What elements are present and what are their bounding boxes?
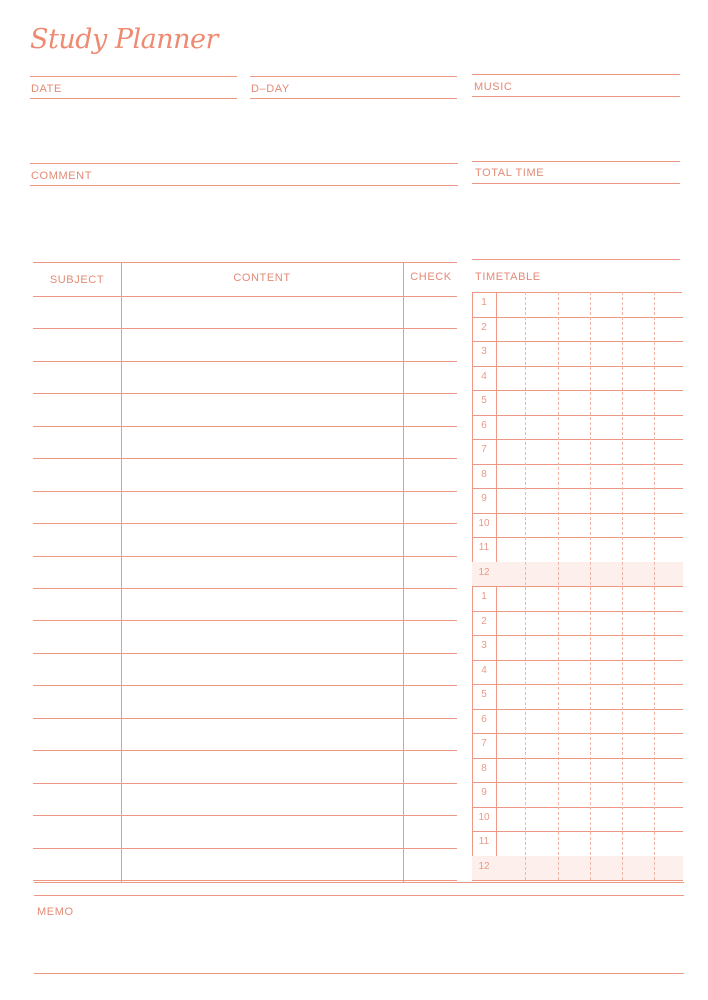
timetable-row[interactable] (472, 586, 683, 611)
table-row[interactable] (33, 491, 457, 523)
timetable-row[interactable] (472, 390, 683, 415)
music-field[interactable] (472, 96, 680, 97)
timetable-row[interactable] (472, 807, 683, 832)
timetable-hour-label: 12 (478, 566, 490, 578)
comment-label: COMMENT (31, 170, 93, 182)
table-row[interactable] (33, 750, 457, 782)
timetable-row[interactable] (472, 635, 683, 660)
page-title: Study Planner (30, 24, 218, 55)
timetable-hour-label: 1 (481, 591, 487, 603)
table-row[interactable] (33, 296, 457, 328)
table-row[interactable] (33, 426, 457, 458)
total-time-label: TOTAL TIME (475, 167, 545, 179)
timetable-row[interactable] (472, 341, 683, 366)
comment-top-rule (30, 163, 458, 164)
timetable-hour-label: 10 (478, 811, 490, 823)
timetable-row[interactable] (472, 488, 683, 513)
table-row[interactable] (33, 556, 457, 588)
timetable-minute-divider (622, 292, 623, 880)
table-row-rule (33, 880, 457, 881)
timetable-row[interactable] (472, 537, 683, 562)
table-row[interactable] (33, 718, 457, 750)
table-row[interactable] (33, 458, 457, 490)
table-top-rule (33, 262, 457, 263)
timetable-row[interactable] (472, 758, 683, 783)
subject-header: SUBJECT (49, 274, 105, 286)
table-row[interactable] (33, 588, 457, 620)
timetable-hour-label: 11 (478, 542, 490, 554)
timetable-hour-label: 10 (478, 517, 490, 529)
table-row[interactable] (33, 783, 457, 815)
timetable-row[interactable] (472, 856, 683, 881)
table-row[interactable] (33, 361, 457, 393)
timetable-row[interactable] (472, 439, 683, 464)
timetable-row[interactable] (472, 513, 683, 538)
table-row[interactable] (33, 620, 457, 652)
table-row[interactable] (33, 523, 457, 555)
music-label: MUSIC (474, 81, 513, 93)
timetable-minute-divider (590, 292, 591, 880)
timetable-row[interactable] (472, 317, 683, 342)
timetable-row[interactable] (472, 709, 683, 734)
memo-field[interactable] (34, 973, 684, 974)
timetable-top-rule (472, 259, 680, 260)
dday-field[interactable] (250, 98, 457, 99)
timetable-row[interactable] (472, 733, 683, 758)
date-label: DATE (31, 83, 62, 95)
table-row[interactable] (33, 685, 457, 717)
timetable-hour-label: 2 (481, 321, 487, 333)
timetable-hour-label: 3 (481, 346, 487, 358)
table-row[interactable] (33, 815, 457, 847)
timetable-hour-label: 1 (481, 297, 487, 309)
table-row[interactable] (33, 653, 457, 685)
timetable-hour-label: 12 (478, 860, 490, 872)
memo-second-rule (34, 895, 684, 896)
timetable-minute-divider (525, 292, 526, 880)
memo-label: MEMO (37, 906, 74, 918)
memo-top-rule (34, 882, 684, 883)
total-time-field[interactable] (472, 183, 680, 184)
timetable-hour-label: 3 (481, 640, 487, 652)
table-row[interactable] (33, 848, 457, 880)
timetable-row[interactable] (472, 782, 683, 807)
music-top-rule (472, 74, 680, 75)
table-row[interactable] (33, 393, 457, 425)
timetable-hour-label: 9 (481, 787, 487, 799)
timetable-row[interactable] (472, 292, 683, 317)
timetable-row[interactable] (472, 684, 683, 709)
timetable-row[interactable] (472, 415, 683, 440)
timetable-hour-label: 5 (481, 689, 487, 701)
timetable-minute-divider (654, 292, 655, 880)
comment-field[interactable] (30, 185, 458, 186)
timetable-row-rule (472, 880, 683, 881)
timetable-hour-label: 8 (481, 468, 487, 480)
timetable-hour-label: 8 (481, 762, 487, 774)
timetable-row[interactable] (472, 562, 683, 587)
timetable-row[interactable] (472, 366, 683, 391)
total-time-top-rule (472, 161, 680, 162)
timetable-hour-label: 6 (481, 419, 487, 431)
timetable-row[interactable] (472, 611, 683, 636)
timetable-hour-label: 9 (481, 493, 487, 505)
timetable-row[interactable] (472, 831, 683, 856)
timetable-row[interactable] (472, 660, 683, 685)
timetable-hour-label: 6 (481, 713, 487, 725)
dday-top-rule (250, 76, 457, 77)
timetable-hour-label: 2 (481, 615, 487, 627)
timetable-hour-label: 7 (481, 444, 487, 456)
timetable-row[interactable] (472, 464, 683, 489)
timetable-hour-label: 7 (481, 738, 487, 750)
check-header: CHECK (410, 271, 452, 283)
dday-label: D–DAY (251, 83, 290, 95)
timetable-hour-label: 5 (481, 395, 487, 407)
table-row[interactable] (33, 328, 457, 360)
timetable-hour-label: 11 (478, 836, 490, 848)
timetable-hour-label: 4 (481, 370, 487, 382)
date-field[interactable] (30, 98, 237, 99)
timetable-hour-label: 4 (481, 664, 487, 676)
content-header: CONTENT (233, 272, 291, 284)
timetable-label: TIMETABLE (475, 271, 541, 283)
timetable-minute-divider (558, 292, 559, 880)
date-top-rule (30, 76, 237, 77)
